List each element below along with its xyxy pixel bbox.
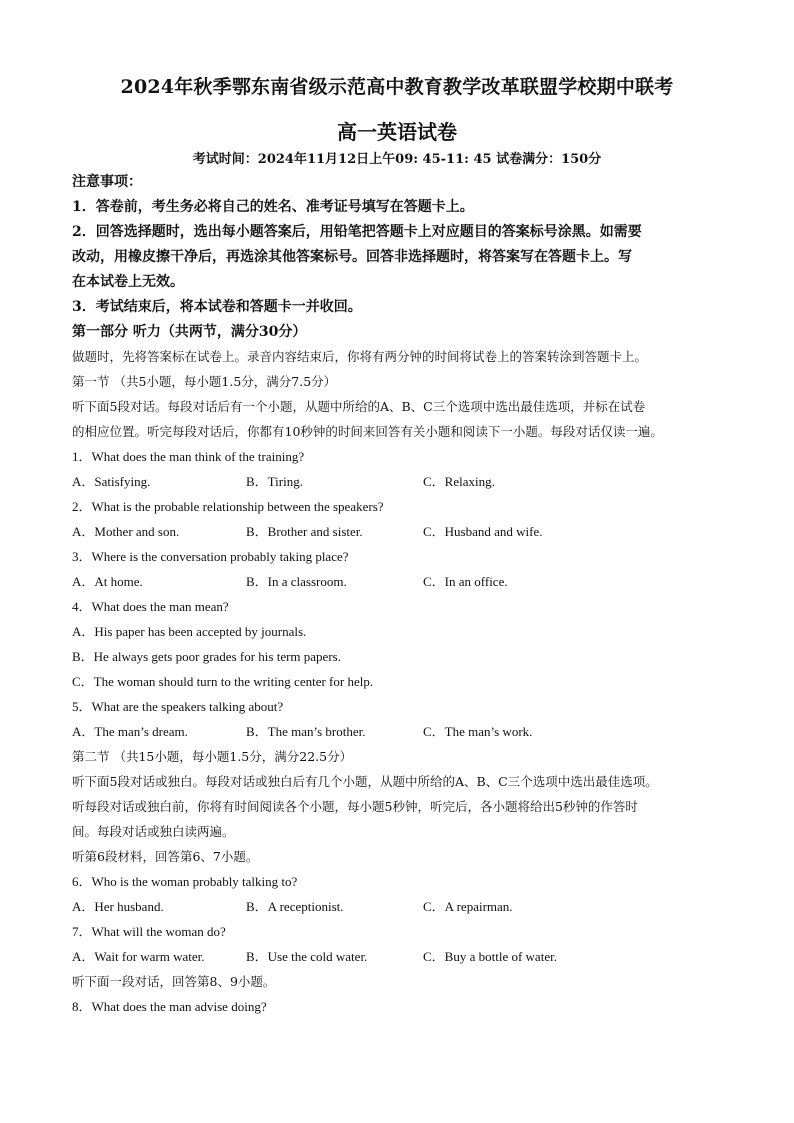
section1-instructions-line-1: 听下面5段对话。每段对话后有一个小题，从题中所给的A、B、C三个选项中选出最佳选项，并标在试卷 [72,399,646,414]
question-7-option-c: C．Buy a bottle of water. [423,949,557,964]
question-4-option-a: A．His paper has been accepted by journals. [72,624,307,639]
exam-title: 2024年秋季鄂东南省级示范高中教育教学改革联盟学校期中联考 [120,76,674,98]
question-5-option-a: A．The man’s dream. [72,724,188,739]
question-6-option-c: C．A repairman. [423,899,513,914]
material-6-instruction: 听第6段材料，回答第6、7小题。 [72,849,259,864]
notice-item-2-line-1: 2．回答选择题时，选出每小题答案后，用铅笔把答题卡上对应题目的答案标号涂黑。如需要 [72,224,642,240]
section1-heading: 第一节 （共5小题，每小题1.5分，满分7.5分） [72,374,337,389]
notice-item-2-line-2: 改动，用橡皮擦干净后，再选涂其他答案标号。回答非选择题时，将答案写在答题卡上。写 [72,249,632,265]
question-2-option-b: B．Brother and sister. [246,524,363,539]
question-6-option-b: B．A receptionist. [246,899,344,914]
notice-heading: 注意事项： [72,174,142,190]
notice-item-3: 3．考试结束后，将本试卷和答题卡一并收回。 [72,299,362,315]
question-5-stem: 5．What are the speakers talking about? [72,699,284,714]
section1-instructions-line-2: 的相应位置。听完每段对话后，你都有10秒钟的时间来回答有关小题和阅读下一小题。每段对话仅读一遍。 [72,424,663,439]
material-7-instruction: 听下面一段对话，回答第8、9小题。 [72,974,276,989]
question-3-option-a: A．At home. [72,574,143,589]
notice-item-1: 1．答卷前，考生务必将自己的姓名、准考证号填写在答题卡上。 [72,199,474,215]
question-2-option-c: C．Husband and wife. [423,524,543,539]
part1-heading: 第一部分 听力（共两节，满分30分） [72,324,307,340]
exam-subtitle: 高一英语试卷 [337,120,457,144]
question-6-stem: 6．Who is the woman probably talking to? [72,874,298,889]
section2-instructions-line-1: 听下面5段对话或独白。每段对话或独白后有几个小题，从题中所给的A、B、C三个选项中选出最佳选项。 [72,774,658,789]
question-5-option-b: B．The man’s brother. [246,724,366,739]
question-7-option-b: B．Use the cold water. [246,949,368,964]
exam-info: 考试时间：2024年11月12日上午09: 45-11: 45 试卷满分：150分 [192,152,602,167]
question-2-stem: 2．What is the probable relationship between the speakers? [72,499,384,514]
question-4-option-b: B．He always gets poor grades for his term papers. [72,649,341,664]
question-7-stem: 7．What will the woman do? [72,924,226,939]
question-8-stem: 8．What does the man advise doing? [72,999,267,1014]
question-1-option-b: B．Tiring. [246,474,303,489]
question-1-option-a: A．Satisfying. [72,474,151,489]
question-3-option-b: B．In a classroom. [246,574,347,589]
question-1-stem: 1．What does the man think of the training? [72,449,305,464]
question-4-option-c: C．The woman should turn to the writing center for help. [72,674,374,689]
section2-instructions-line-3: 间。每段对话或独白读两遍。 [72,824,235,839]
question-6-option-a: A．Her husband. [72,899,164,914]
question-3-stem: 3．Where is the conversation probably taking place? [72,549,349,564]
notice-item-2-line-3: 在本试卷上无效。 [72,274,184,290]
section2-instructions-line-2: 听每段对话或独白前，你将有时间阅读各个小题，每小题5秒钟，听完后，各小题将给出5秒钟的作答时 [72,799,638,814]
part1-intro: 做题时，先将答案标在试卷上。录音内容结束后，你将有两分钟的时间将试卷上的答案转涂到答题卡上。 [72,349,648,364]
section2-heading: 第二节 （共15小题，每小题1.5分，满分22.5分） [72,749,353,764]
question-5-option-c: C．The man’s work. [423,724,533,739]
question-1-option-c: C．Relaxing. [423,474,495,489]
question-4-stem: 4．What does the man mean? [72,599,229,614]
question-7-option-a: A．Wait for warm water. [72,949,205,964]
question-2-option-a: A．Mother and son. [72,524,180,539]
question-3-option-c: C．In an office. [423,574,508,589]
